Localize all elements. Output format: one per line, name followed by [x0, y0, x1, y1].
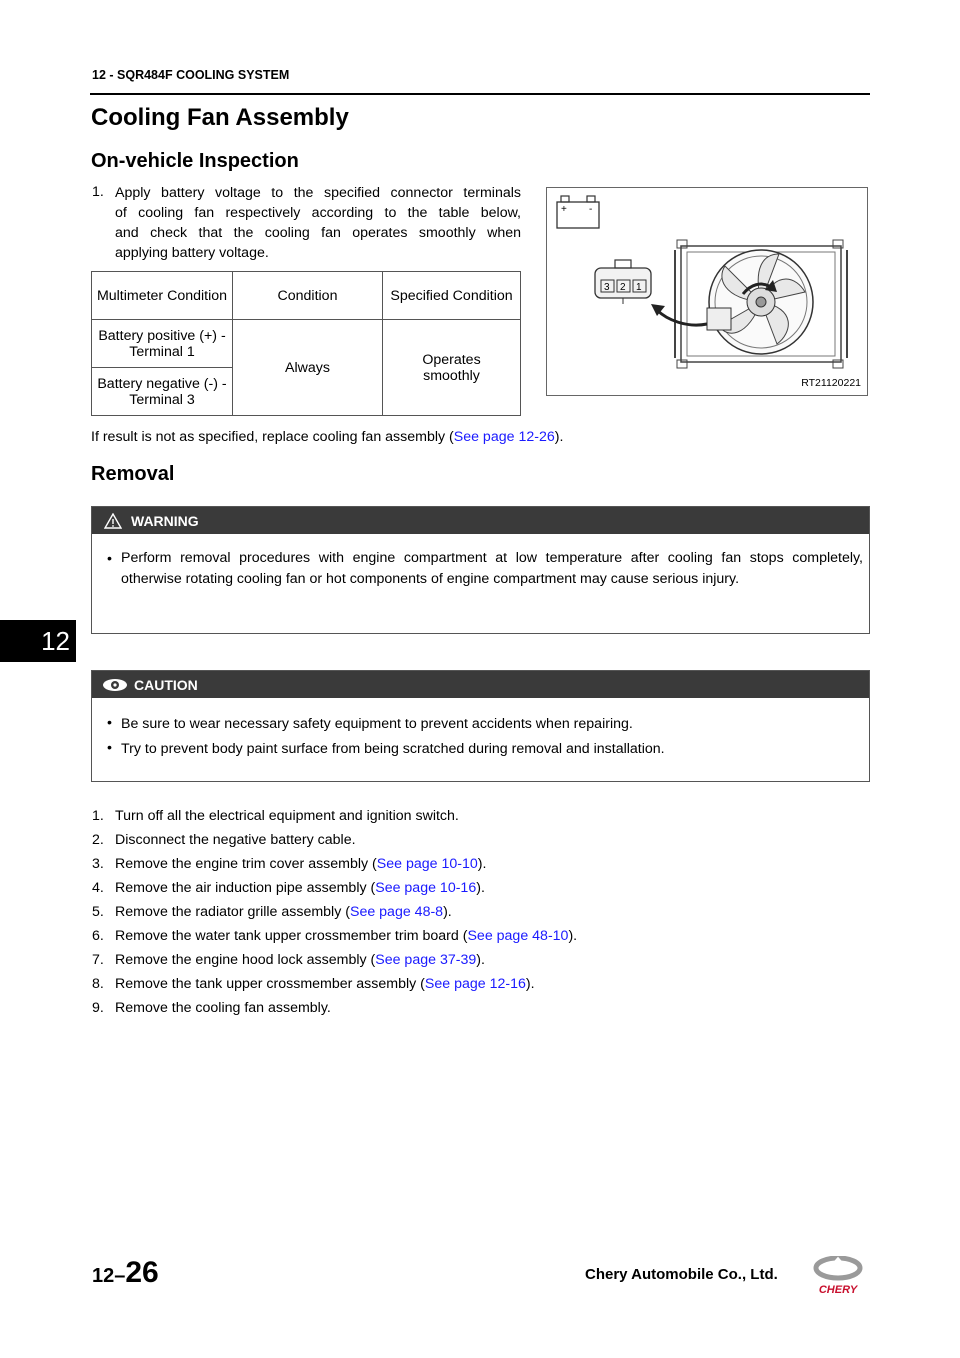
step-number: 4.: [92, 880, 104, 896]
step-number: 8.: [92, 976, 104, 992]
battery-minus-label: -: [589, 204, 593, 215]
step-text: Remove the cooling fan assembly.: [115, 1000, 331, 1016]
step-number: 1.: [92, 184, 104, 200]
table-cell: Always: [233, 320, 383, 416]
step-text: Disconnect the negative battery cable.: [115, 832, 356, 848]
bullet-icon: •: [107, 715, 112, 731]
caution-text: Try to prevent body paint surface from being scratched during removal and installation.: [121, 741, 665, 757]
step-number: 7.: [92, 952, 104, 968]
step-line: applying battery voltage.: [115, 245, 269, 261]
cooling-fan-illustration: [547, 188, 867, 395]
step-line: Apply battery voltage to the specified connector terminals: [115, 185, 521, 201]
eye-icon: [102, 678, 128, 692]
page-link[interactable]: See page 48-8: [349, 904, 444, 920]
company-name: Chery Automobile Co., Ltd.: [585, 1266, 778, 1283]
step-text: Remove the engine hood lock assembly (See page 37-39).: [115, 952, 485, 968]
section-heading-inspection: On-vehicle Inspection: [91, 150, 299, 172]
page-link[interactable]: See page 37-39: [375, 952, 477, 968]
logo-text: CHERY: [818, 1284, 858, 1296]
page-link[interactable]: See page 48-10: [467, 928, 569, 944]
table-cell: Operates smoothly: [383, 320, 521, 416]
page-link[interactable]: See page 10-10: [376, 856, 478, 872]
cooling-fan-figure: [546, 187, 868, 396]
page-number: 12–26: [92, 1256, 159, 1289]
figure-id: RT21120221: [801, 377, 861, 389]
table-header: Condition: [233, 272, 383, 320]
battery-plus-label: +: [561, 204, 567, 215]
table-cell: Battery negative (-) - Terminal 3: [92, 368, 233, 416]
step-text: [115, 183, 521, 263]
page-link[interactable]: See page 10-16: [375, 880, 477, 896]
section-heading-removal: Removal: [91, 463, 175, 485]
table-header: Specified Condition: [383, 272, 521, 320]
step-text: Remove the air induction pipe assembly (See page 10-16).: [115, 880, 485, 896]
step-number: 2.: [92, 832, 104, 848]
warning-box: [91, 506, 870, 634]
step-line: and check that the cooling fan operates smoothly when: [115, 225, 521, 241]
step-number: 9.: [92, 1000, 104, 1016]
terminal-label: 1: [636, 282, 642, 293]
warning-triangle-icon: [104, 513, 122, 529]
warning-text: Perform removal procedures with engine compartment at low temperature after cooling fan stops completely, otherwise rotating cooling fan or hot components of engine compartment may cause serious injury.: [121, 550, 863, 587]
step-number: 6.: [92, 928, 104, 944]
chery-logo: [808, 1256, 868, 1296]
spec-table: [91, 271, 521, 416]
warning-label: WARNING: [131, 512, 199, 529]
table-cell: Battery positive (+) - Terminal 1: [92, 320, 233, 368]
caution-box: [91, 670, 870, 782]
bullet-icon: •: [107, 551, 112, 567]
step-text: Remove the radiator grille assembly (See page 48-8).: [115, 904, 452, 920]
result-text-end: ).: [554, 429, 564, 445]
step-number: 5.: [92, 904, 104, 920]
step-number: 1.: [92, 808, 104, 824]
terminal-label: 3: [604, 282, 610, 293]
page-link[interactable]: See page 12-26: [453, 429, 555, 445]
chapter-side-tab: 12: [0, 620, 76, 662]
caution-label: CAUTION: [134, 676, 198, 693]
step-text: Remove the tank upper crossmember assembly (See page 12-16).: [115, 976, 535, 992]
result-text-body: If result is not as specified, replace cooling fan assembly (: [91, 429, 454, 445]
page-link[interactable]: See page 12-16: [424, 976, 526, 992]
running-header: 12 - SQR484F COOLING SYSTEM: [92, 68, 290, 82]
step-number: 3.: [92, 856, 104, 872]
warning-bar: [92, 507, 869, 534]
table-header: Multimeter Condition: [92, 272, 233, 320]
page-title: Cooling Fan Assembly: [91, 104, 349, 131]
header-rule: [90, 93, 870, 95]
caution-bar: [92, 671, 869, 698]
terminal-label: 2: [620, 282, 626, 293]
result-text: [91, 427, 563, 447]
step-text: Remove the water tank upper crossmember trim board (See page 48-10).: [115, 928, 578, 944]
caution-text: Be sure to wear necessary safety equipment to prevent accidents when repairing.: [121, 716, 633, 732]
step-text: Remove the engine trim cover assembly (See page 10-10).: [115, 856, 487, 872]
step-line: of cooling fan respectively according to the table below,: [115, 205, 521, 221]
step-text: Turn off all the electrical equipment and ignition switch.: [115, 808, 459, 824]
bullet-icon: •: [107, 740, 112, 756]
